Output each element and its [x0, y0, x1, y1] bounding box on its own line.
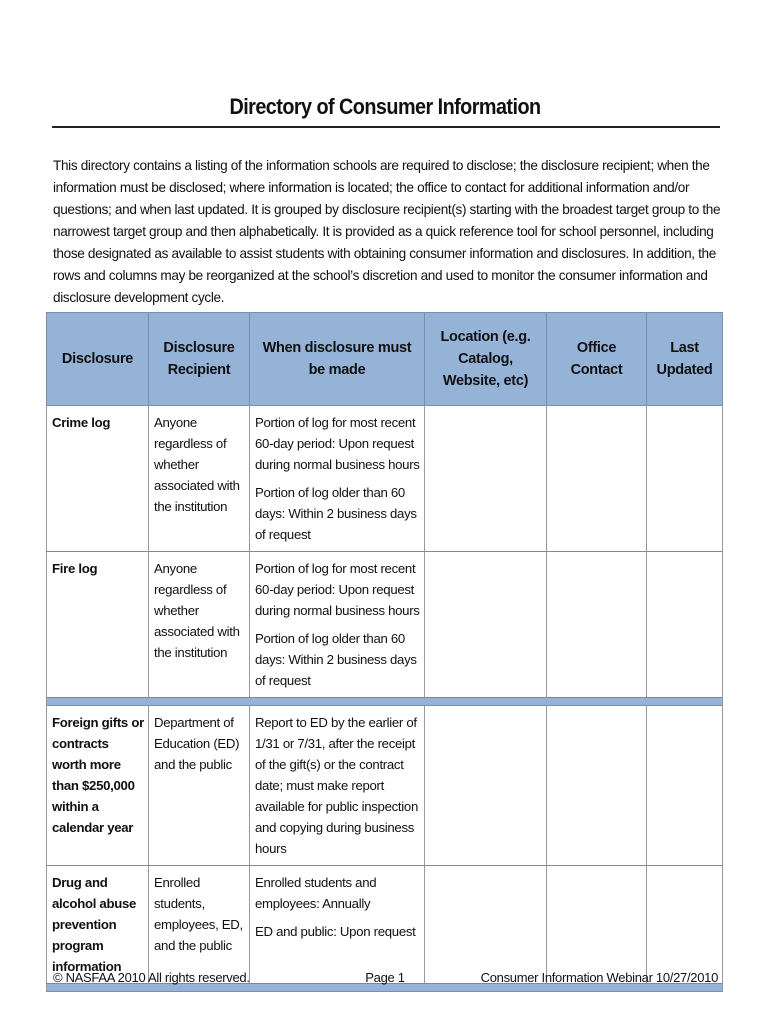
- header-recipient: Disclosure Recipient: [149, 313, 250, 406]
- title-rule: [52, 126, 720, 128]
- header-office-contact: Office Contact: [547, 313, 647, 406]
- section-separator: [47, 698, 723, 706]
- cell-disclosure: Foreign gifts or contracts worth more than $250,000 within a calendar year: [47, 706, 149, 866]
- cell-when: [250, 866, 425, 984]
- cell-office-contact: [547, 406, 647, 552]
- when-paragraph: Report to ED by the earlier of 1/31 or 7/31, after the receipt of the gift(s) or the contract date; must make report available for public inspection and copying during business hours: [255, 715, 418, 856]
- header-row: [47, 313, 723, 406]
- cell-recipient: Enrolled students, employees, ED, and the public: [149, 866, 250, 984]
- cell-disclosure: Drug and alcohol abuse prevention program information: [47, 866, 149, 984]
- header-last-updated: Last Updated: [647, 313, 723, 406]
- footer-page-number: Page 1: [365, 970, 405, 985]
- when-paragraph: ED and public: Upon request: [255, 924, 416, 939]
- page-title: Directory of Consumer Information: [229, 94, 541, 119]
- cell-office-contact: [547, 552, 647, 698]
- table-row: [47, 866, 723, 984]
- when-paragraph: Portion of log older than 60 days: Within 2 business days of request: [255, 631, 417, 688]
- header-disclosure: Disclosure: [47, 313, 149, 406]
- cell-office-contact: [547, 706, 647, 866]
- cell-disclosure: Fire log: [47, 552, 149, 698]
- footer-copyright: © NASFAA 2010 All rights reserved.: [53, 970, 250, 985]
- cell-last-updated: [647, 552, 723, 698]
- intro-paragraph: This directory contains a listing of the information schools are required to disclose; the disclosure recipient; when the information must be disclosed; where information is located; the office to contact for additional information and/or questions; and when last updated. It is grouped by disclosure recipient(s) starting with the broadest target group to the narrowest target group and then alphabetically. It is provided as a quick reference tool for school personnel, including those designated as available to assist students with obtaining consumer information and disclosures. In addition, the rows and columns may be reorganized at the school’s discretion and used to monitor the consumer information and disclosure development cycle.: [53, 158, 721, 305]
- table-row: [47, 706, 723, 866]
- header-when: When disclosure must be made: [250, 313, 425, 406]
- cell-when: [250, 706, 425, 866]
- cell-last-updated: [647, 866, 723, 984]
- cell-recipient: Anyone regardless of whether associated with the institution: [149, 552, 250, 698]
- cell-when: [250, 552, 425, 698]
- cell-recipient: Department of Education (ED) and the public: [149, 706, 250, 866]
- cell-last-updated: [647, 706, 723, 866]
- cell-disclosure: Crime log: [47, 406, 149, 552]
- cell-office-contact: [547, 866, 647, 984]
- consumer-info-table: [46, 312, 723, 992]
- when-paragraph: Portion of log for most recent 60-day period: Upon request during normal business hours: [255, 561, 420, 618]
- cell-location: [425, 866, 547, 984]
- cell-location: [425, 552, 547, 698]
- when-paragraph: Portion of log for most recent 60-day period: Upon request during normal business hours: [255, 415, 420, 472]
- cell-location: [425, 706, 547, 866]
- cell-when: [250, 406, 425, 552]
- header-location: Location (e.g. Catalog, Website, etc): [425, 313, 547, 406]
- footer-webinar-date: Consumer Information Webinar 10/27/2010: [480, 970, 718, 985]
- cell-recipient: Anyone regardless of whether associated with the institution: [149, 406, 250, 552]
- when-paragraph: Enrolled students and employees: Annually: [255, 875, 377, 911]
- cell-location: [425, 406, 547, 552]
- table-row: [47, 406, 723, 552]
- when-paragraph: Portion of log older than 60 days: Within 2 business days of request: [255, 485, 417, 542]
- cell-last-updated: [647, 406, 723, 552]
- table-row: [47, 552, 723, 698]
